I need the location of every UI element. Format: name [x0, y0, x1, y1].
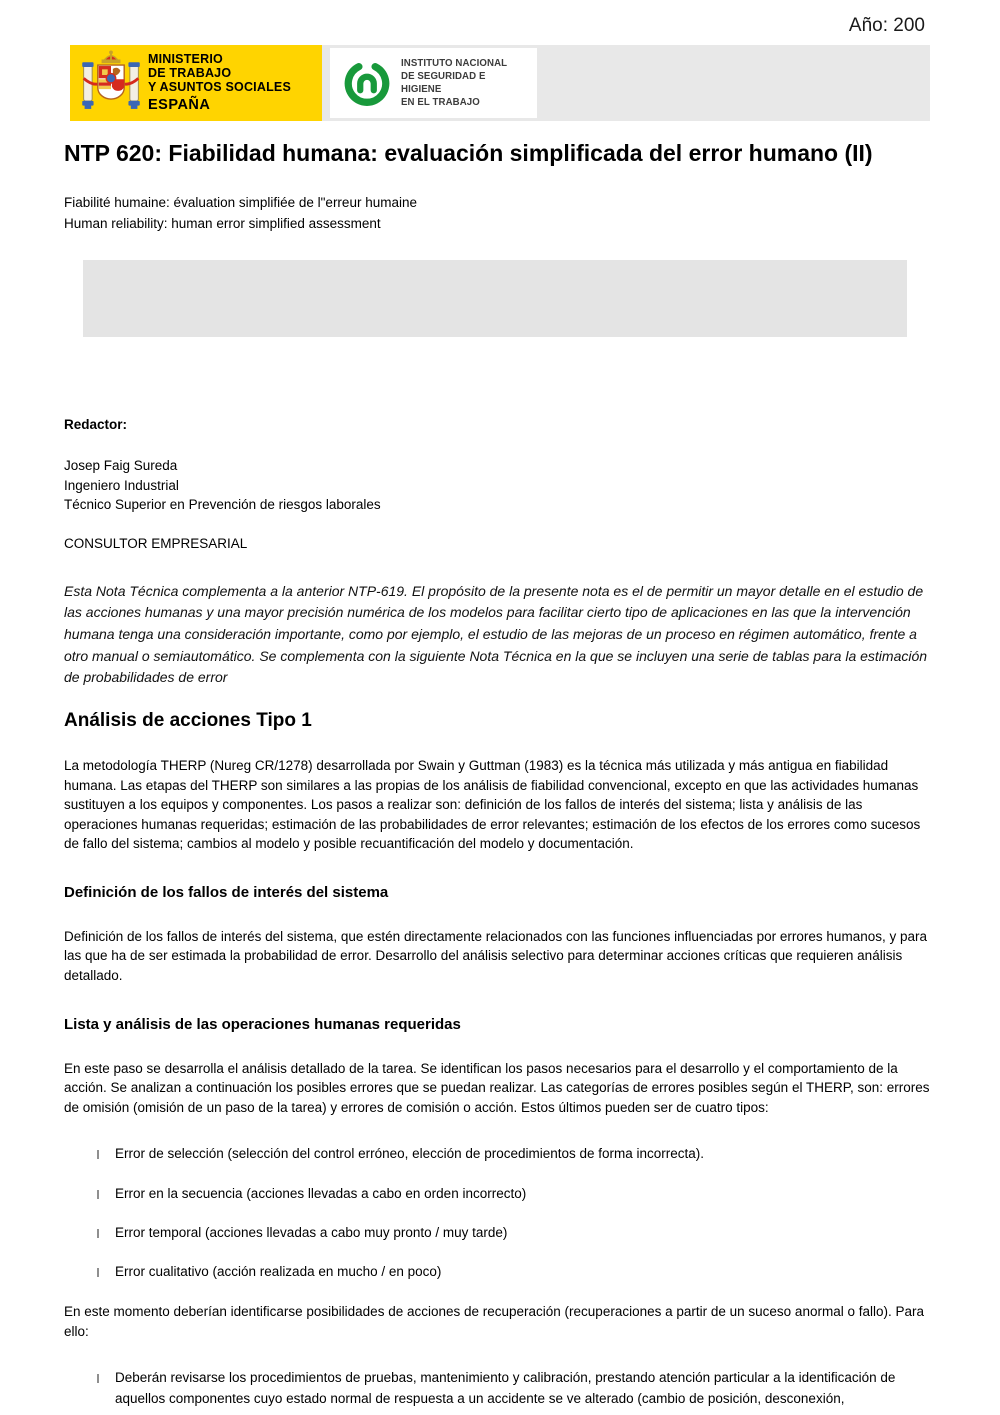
header-logo-strip [70, 45, 930, 121]
list-bullet-icon [97, 1268, 99, 1277]
subtitle-french: Fiabilité humaine: évaluation simplifiée de l"erreur humaine [64, 195, 417, 211]
ministry-country: ESPAÑA [148, 97, 211, 114]
ministry-line-1: MINISTERIO [148, 52, 223, 67]
document-body [0, 139, 1000, 1409]
year-label: Año: 200 [848, 15, 925, 36]
institute-line-3: EN EL TRABAJO [401, 96, 480, 109]
error-types-list [64, 1144, 937, 1282]
author-title: Técnico Superior en Prevención de riesgos laborales [64, 497, 381, 513]
page-title: NTP 620: Fiabilidad humana: evaluación simplificada del error humano (II) [64, 140, 873, 166]
subsection-definicion-paragraph: Definición de los fallos de interés del sistema, que estén directamente relacionados con las funciones influenciadas por errores humanos, y para las que ha de ser estimada la probabilidad de error. Desarrollo del análisis selectivo para determinar acciones críticas que requieren análisis detallado. [64, 928, 927, 983]
institute-line-2: DE SEGURIDAD E HIGIENE [401, 69, 486, 95]
institute-name [401, 57, 537, 110]
subtitle-block [64, 193, 937, 234]
list-bullet-icon [97, 1229, 99, 1238]
list-item [64, 1223, 937, 1243]
recovery-intro-paragraph: En este momento deberían identificarse posibilidades de acciones de recuperación (recuperaciones a partir de un suceso anormal o fallo). Para ello: [64, 1304, 924, 1339]
section-heading-analisis-tipo-1: Análisis de acciones Tipo 1 [64, 710, 312, 732]
institute-line-1: INSTITUTO NACIONAL [401, 56, 508, 69]
subtitle-english: Human reliability: human error simplified assessment [64, 215, 381, 231]
list-item-text: Error cualitativo (acción realizada en mucho / en poco) [115, 1264, 442, 1279]
list-bullet-icon [97, 1150, 99, 1159]
abstract-paragraph: Esta Nota Técnica complementa a la anterior NTP-619. El propósito de la presente nota es el de permitir un mayor detalle en el estudio de las acciones humanas y una mayor precisión numérica de los modelos para facilitar cierto tipo de aplicaciones en las que la intervención humana tenga una consideración importante, como por ejemplo, el estudio de las mejoras de un proceso en régimen automático, frente a otro manual o semiautomático. Se complementa con la siguiente Nota Técnica en la que se incluyen una serie de tablas para la estimación de probabilidades de error [64, 582, 928, 686]
empty-placeholder-box [83, 260, 907, 337]
subsection-heading-lista-analisis: Lista y análisis de las operaciones humanas requeridas [64, 1015, 461, 1033]
spain-coat-of-arms-icon [80, 50, 142, 116]
list-bullet-icon [97, 1374, 99, 1383]
redactor-label: Redactor: [64, 416, 128, 432]
subsection-heading-definicion-fallos: Definición de los fallos de interés del sistema [64, 883, 389, 901]
list-item [64, 1368, 937, 1409]
list-item [64, 1262, 937, 1282]
recovery-actions-list [64, 1368, 937, 1409]
list-item-text: Deberán revisarse los procedimientos de pruebas, mantenimiento y calibración, prestando atención particular a la identificación de aquellos componentes cuyo estado normal de respuesta a un accidente se ve alterado (cambio de posición, desconexión, [115, 1370, 896, 1406]
author-name: Josep Faig Sureda [64, 457, 178, 473]
list-bullet-icon [97, 1190, 99, 1199]
list-item-text: Error temporal (acciones llevadas a cabo muy pronto / muy tarde) [115, 1224, 508, 1240]
ministry-logo-block [70, 45, 322, 121]
ministry-line-2: DE TRABAJO [148, 66, 232, 81]
insht-ring-logo-icon [342, 58, 392, 108]
ministry-line-3: Y ASUNTOS SOCIALES [148, 80, 291, 95]
list-item-text: Error de selección (selección del control erróneo, elección de procedimientos de forma incorrecta). [115, 1146, 705, 1162]
ministry-name [148, 52, 291, 113]
author-organization: CONSULTOR EMPRESARIAL [64, 535, 248, 551]
list-item [64, 1184, 937, 1204]
institute-logo-block [330, 48, 537, 118]
section-intro-paragraph: La metodología THERP (Nureg CR/1278) desarrollada por Swain y Guttman (1983) es la técnica más utilizada y más antigua en fiabilidad humana. Las etapas del THERP son similares a las propias de los análisis de fiabilidad convencional, excepto en que las actividades humanas sustituyen a los equipos y componentes. Los pasos a realizar son: definición de los fallos de interés del sistema; lista y análisis de las operaciones humanas requeridas; estimación de las probabilidades de error relevantes; estimación de los efectos de los errores como sucesos de fallo del sistema; cambios al modelo y posible recuantificación del modelo y documentación. [64, 758, 921, 852]
author-degree: Ingeniero Industrial [64, 477, 179, 493]
topbar [0, 0, 1000, 45]
subsection-lista-paragraph: En este paso se desarrolla el análisis detallado de la tarea. Se identifican los pasos necesarios para el desarrollo y el comportamiento de la acción. Se analizan a continuación los posibles errores que se puedan realizar. Las categorías de errores posibles según el THERP, son: errores de omisión (omisión de un paso de la tarea) y errores de comisión o acción. Estos últimos pueden ser de cuatro tipos: [64, 1060, 930, 1115]
author-block [64, 456, 937, 515]
list-item [64, 1144, 937, 1164]
list-item-text: Error en la secuencia (acciones llevadas a cabo en orden incorrecto) [115, 1185, 527, 1201]
